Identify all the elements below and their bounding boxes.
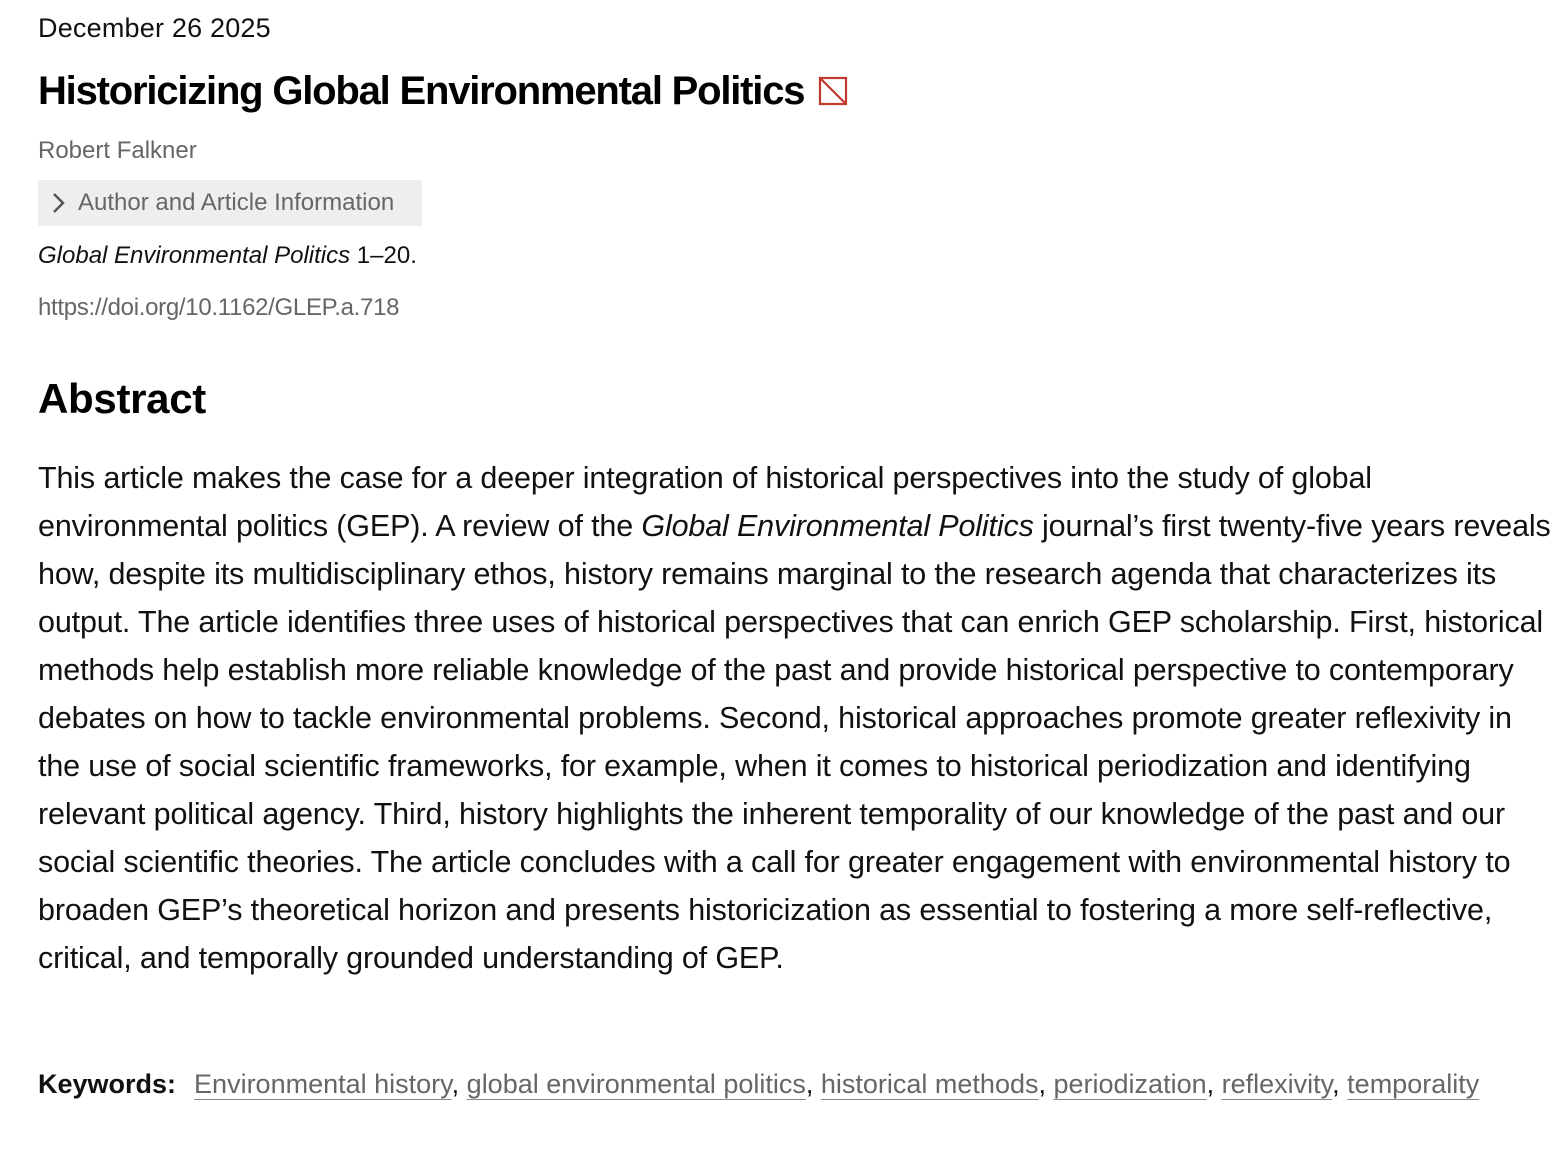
abstract-text-part2: journal’s first twenty-five years reveals how, despite its multidisciplinary ethos, history remains marginal to the research agenda that characterizes its output. The article identifies three uses of historical perspectives that can enrich GEP scholarship. First, historical methods help establish more reliable knowledge of the past and provide historical perspective to contemporary debates on how to tackle environmental problems. Second, historical approaches promote greater reflexivity in the use of social scientific frameworks, for example, when it comes to historical periodization and identifying relevant political agency. Third, history highlights the inherent temporality of our knowledge of the past and our social scientific theories. The article concludes with a call for greater engagement with environmental history to broaden GEP’s theoretical horizon and presents historicization as essential to fostering a more self-reflective, critical, and temporally grounded understanding of GEP. — [38, 509, 1551, 975]
keyword-link[interactable]: reflexivity — [1221, 1069, 1333, 1099]
keyword-separator: , — [1206, 1069, 1222, 1099]
keyword-separator: , — [1332, 1069, 1348, 1099]
abstract-text — [38, 454, 1554, 982]
author-name[interactable]: Robert Falkner — [38, 137, 197, 164]
citation — [38, 240, 417, 272]
keyword-link[interactable]: global environmental politics — [466, 1069, 806, 1099]
keyword-link[interactable]: historical methods — [820, 1069, 1039, 1099]
citation-pages: 1–20. — [350, 242, 417, 269]
keyword-link[interactable]: periodization — [1053, 1069, 1207, 1099]
abstract-text-part1: This article makes the case for a deeper integration of historical perspectives into the study of global environmental politics (GEP). A review of the — [38, 461, 1372, 543]
abstract-heading: Abstract — [38, 375, 206, 422]
author-article-info-toggle[interactable] — [38, 180, 422, 226]
abstract-journal-name: Global Environmental Politics — [641, 509, 1034, 543]
citation-journal: Global Environmental Politics — [38, 242, 351, 269]
keyword-separator: , — [1038, 1069, 1054, 1099]
publication-date: December 26 2025 — [38, 13, 271, 43]
pdf-icon[interactable] — [818, 76, 848, 106]
keyword-link[interactable]: Environmental history — [194, 1069, 452, 1099]
keyword-separator: , — [805, 1069, 821, 1099]
info-toggle-label: Author and Article Information — [78, 189, 395, 216]
keywords-label: Keywords: — [38, 1069, 177, 1099]
title-row — [38, 66, 848, 116]
article-title: Historicizing Global Environmental Politics — [38, 69, 805, 113]
doi-link[interactable]: https://doi.org/10.1162/GLEP.a.718 — [38, 294, 400, 321]
keywords — [38, 1062, 1538, 1106]
keyword-separator: , — [451, 1069, 467, 1099]
keyword-link[interactable]: temporality — [1347, 1069, 1480, 1099]
chevron-right-icon — [50, 191, 66, 215]
